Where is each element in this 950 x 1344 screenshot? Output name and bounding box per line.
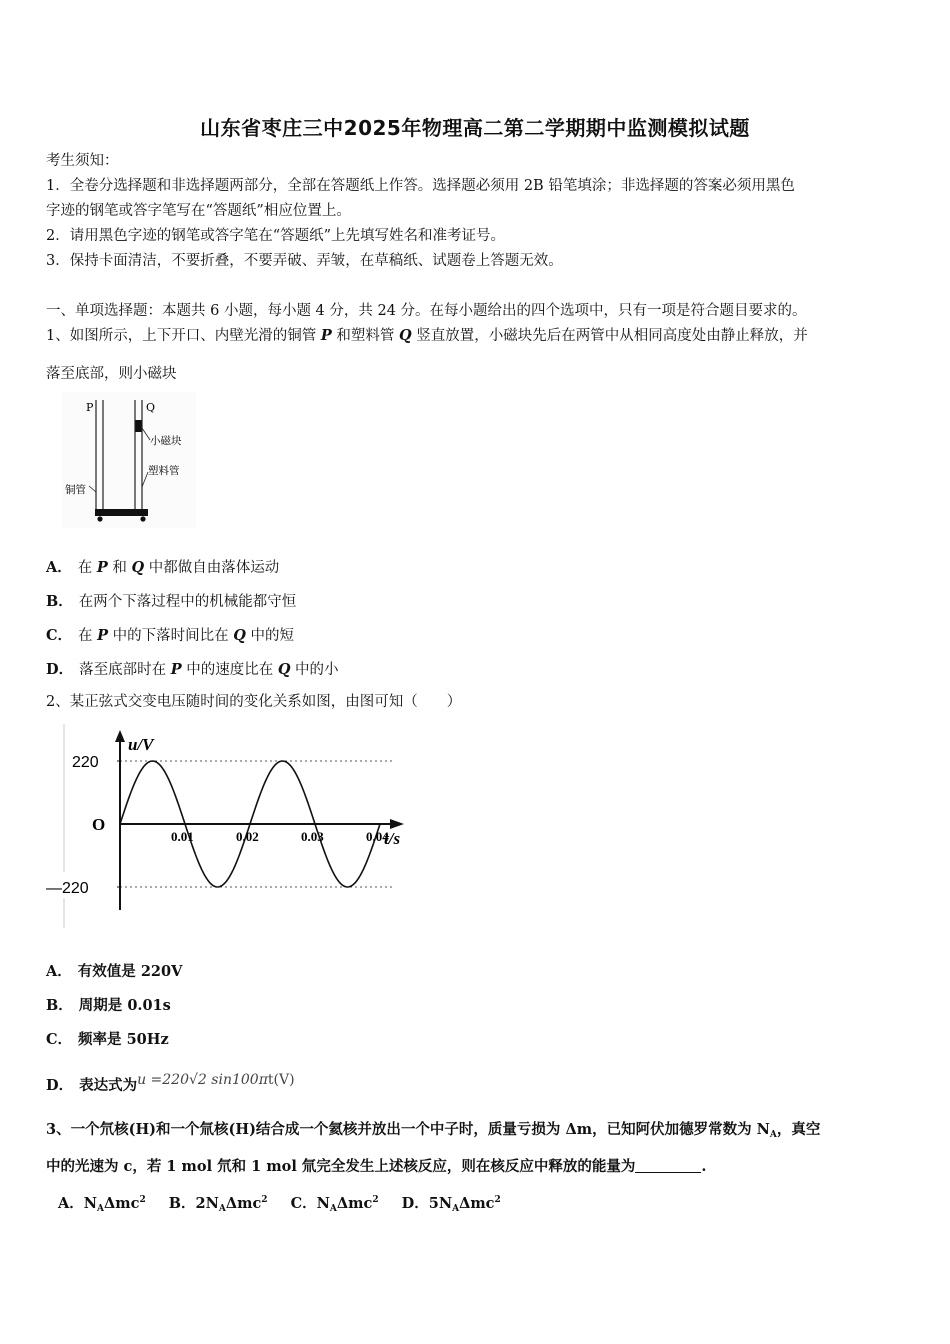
x-tick-label-4: 0.04 (366, 829, 389, 844)
y-tick-label-minus-220: —220 (46, 880, 89, 897)
q2-stem: 2、某正弦式交变电压随时间的变化关系如图，由图可知（ ） (46, 694, 462, 710)
q1-tube-figure (62, 392, 196, 528)
notice-item-1: 1．全卷分选择题和非选择题两部分，全部在答题纸上作答。选择题必须用 2B 铅笔填涂；非选择题的答案必须用黑色 (46, 178, 795, 194)
y-axis-arrow (115, 730, 125, 742)
q1-option-c[interactable]: C． 在 P 中的下落时间比在 Q 中的短 (46, 627, 295, 644)
x-tick-label-3: 0.03 (301, 829, 324, 844)
y-tick-label-220: 220 (72, 754, 99, 771)
q3-option-d[interactable]: D．$5N_A\Delta mc^2$ (401, 1195, 501, 1214)
label-plastic: 塑料管 (148, 465, 180, 477)
label-copper: 铜管 (65, 484, 86, 496)
y-axis-label: u/V (128, 735, 154, 754)
notice-heading: 考生须知： (46, 153, 119, 169)
label-p: P (86, 401, 94, 414)
notice-item-2: 2．请用黑色字迹的钢笔或答字笔在“答题纸”上先填写姓名和准考证号。 (46, 228, 506, 244)
notice-item-1-cont: 字迹的钢笔或答字笔写在“答题纸”相应位置上。 (46, 203, 351, 219)
q2-option-d[interactable]: D． 表达式为u =220√2 sin100πt(V) (46, 1072, 295, 1094)
label-magnet: 小磁块 (150, 435, 182, 447)
x-tick-label-2: 0.02 (236, 829, 259, 844)
page-title: 山东省枣庄三中2025年物理高二第二学期期中监测模拟试题 (200, 116, 750, 140)
q3-options (58, 1192, 519, 1214)
q2-option-c[interactable]: C． 频率是 50Hz (46, 1031, 169, 1048)
label-q: Q (146, 401, 156, 414)
q1-option-b[interactable]: B． 在两个下落过程中的机械能都守恒 (46, 593, 297, 610)
q1-option-a[interactable]: A． 在 P 和 Q 中都做自由落体运动 (46, 559, 280, 576)
q3-stem: 3、一个氘核(H)和一个氚核(H)结合成一个氦核并放出一个中子时，质量亏损为 Δm，已知阿伏加德罗常数为 $N_A$，真空 (46, 1121, 821, 1140)
q2-formula: u =220√2 sin100πt(V) (137, 1072, 295, 1088)
small-magnet (136, 420, 142, 432)
q3-option-c[interactable]: C．$N_A\Delta mc^2$ (290, 1195, 379, 1214)
q1-stem-cont: 落至底部，则小磁块 (46, 366, 177, 382)
x-tick-label-1: 0.01 (171, 829, 194, 844)
q3-option-a[interactable]: A．$N_A\Delta mc^2$ (58, 1195, 146, 1214)
voltage-time-chart (40, 722, 430, 930)
q3-option-b[interactable]: B．$2N_A\Delta mc^2$ (168, 1195, 268, 1214)
section-heading: 一、单项选择题：本题共 6 小题，每小题 4 分，共 24 分。在每小题给出的四个选项中，只有一项是符合题目要求的。 (46, 303, 807, 319)
q2-option-a[interactable]: A． 有效值是 220V (46, 963, 183, 980)
x-axis-label: t/s (384, 829, 401, 848)
notice-item-3: 3．保持卡面清洁，不要折叠，不要弄破、弄皱，在草稿纸、试题卷上答题无效。 (46, 253, 563, 269)
tube-base (95, 509, 148, 516)
x-axis-arrow (390, 819, 404, 829)
q1-option-d[interactable]: D． 落至底部时在 P 中的速度比在 Q 中的小 (46, 661, 339, 678)
answer-blank[interactable] (635, 1158, 701, 1173)
q3-stem-cont: 中的光速为 c，若 1 mol 氘和 1 mol 氚完全发生上述核反应，则在核反应中释放的能量为 . (46, 1158, 707, 1175)
q1-stem: 1、如图所示，上下开口、内壁光滑的铜管 P 和塑料管 Q 竖直放置，小磁块先后在两管中从相同高度处由静止释放，并 (46, 327, 808, 344)
q2-option-b[interactable]: B． 周期是 0.01s (46, 997, 171, 1014)
origin-label: O (92, 815, 106, 834)
